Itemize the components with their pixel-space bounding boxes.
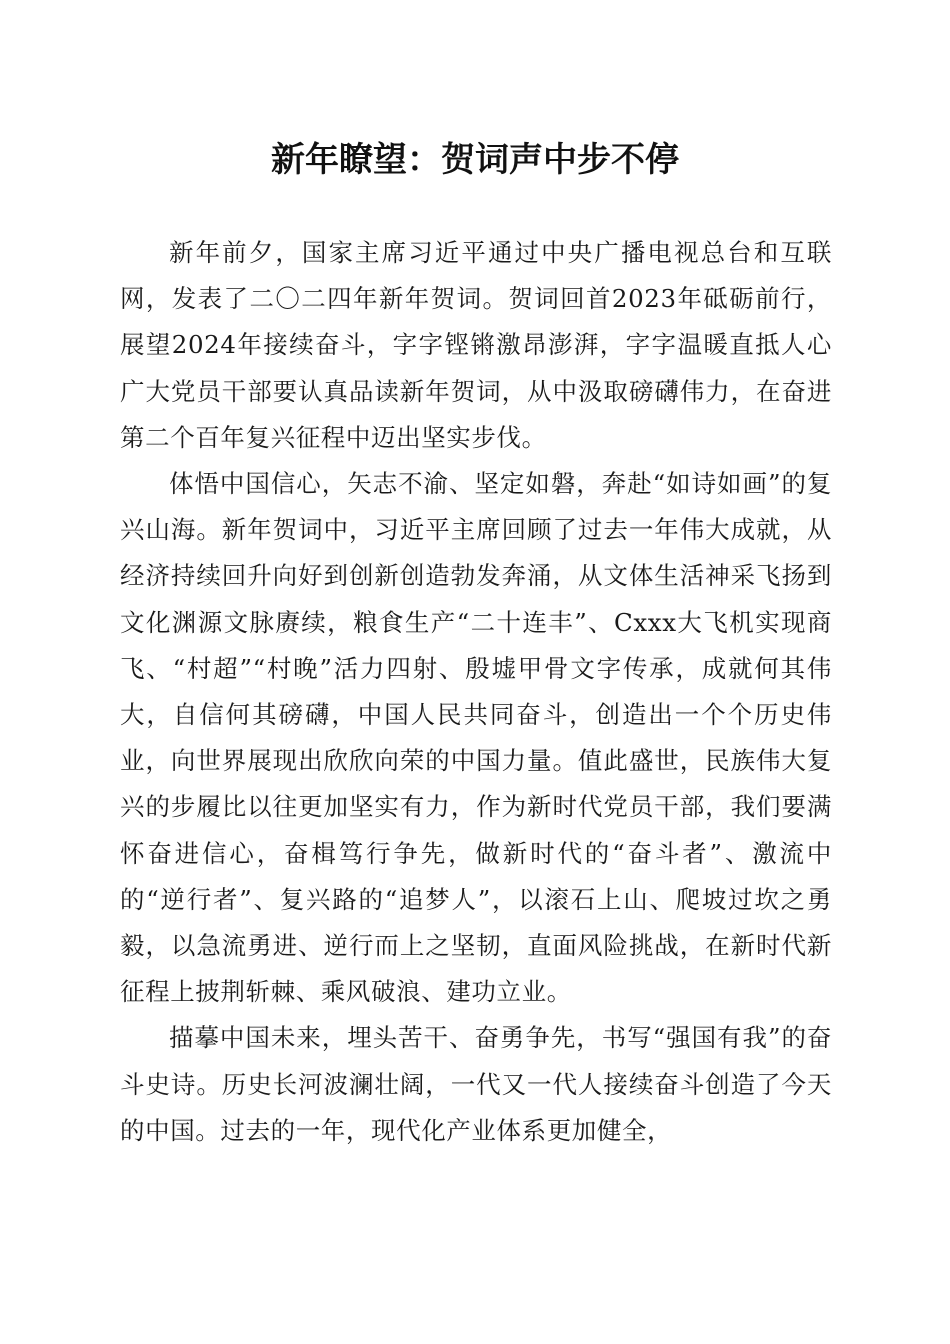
paragraph-3: 描摹中国未来，埋头苦干、奋勇争先，书写“强国有我”的奋斗史诗。历史长河波澜壮阔，一代又一代人接续奋斗创造了今天的中国。过去的一年，现代化产业体系更加健全， (120, 1023, 832, 1145)
paragraph-1: 新年前夕，国家主席习近平通过中央广播电视总台和互联网，发表了二〇二四年新年贺词。贺词回首2023年砥砺前行，展望2024年接续奋斗，字字铿锵激昂澎湃，字字温暖直抵人心广大党员干部要认真品读新年贺词，从中汲取磅礴伟力，在奋进第二个百年复兴征程中迈出坚实步伐。 (120, 238, 832, 452)
document-title: 新年瞭望：贺词声中步不停 (271, 140, 679, 180)
paragraph-2: 体悟中国信心，矢志不渝、坚定如磐，奔赴“如诗如画”的复兴山海。新年贺词中，习近平主席回顾了过去一年伟大成就，从经济持续回升向好到创新创造勃发奔涌，从文体生活神采飞扬到文化渊源文脉赓续，粮食生产“二十连丰”、Cxxx大飞机实现商飞、“村超”“村晚”活力四射、殷墟甲骨文字传承，成就何其伟大，自信何其磅礴，中国人民共同奋斗，创造出一个个历史伟业，向世界展现出欣欣向荣的中国力量。值此盛世，民族伟大复兴的步履比以往更加坚实有力，作为新时代党员干部，我们要满怀奋进信心，奋楫笃行争先，做新时代的“奋斗者”、激流中的“逆行者”、复兴路的“追梦人”，以滚石上山、爬坡过坎之勇毅，以急流勇进、逆行而上之坚韧，直面风险挑战，在新时代新征程上披荆斩棘、乘风破浪、建功立业。 (120, 469, 832, 1007)
document-body (120, 230, 832, 1154)
